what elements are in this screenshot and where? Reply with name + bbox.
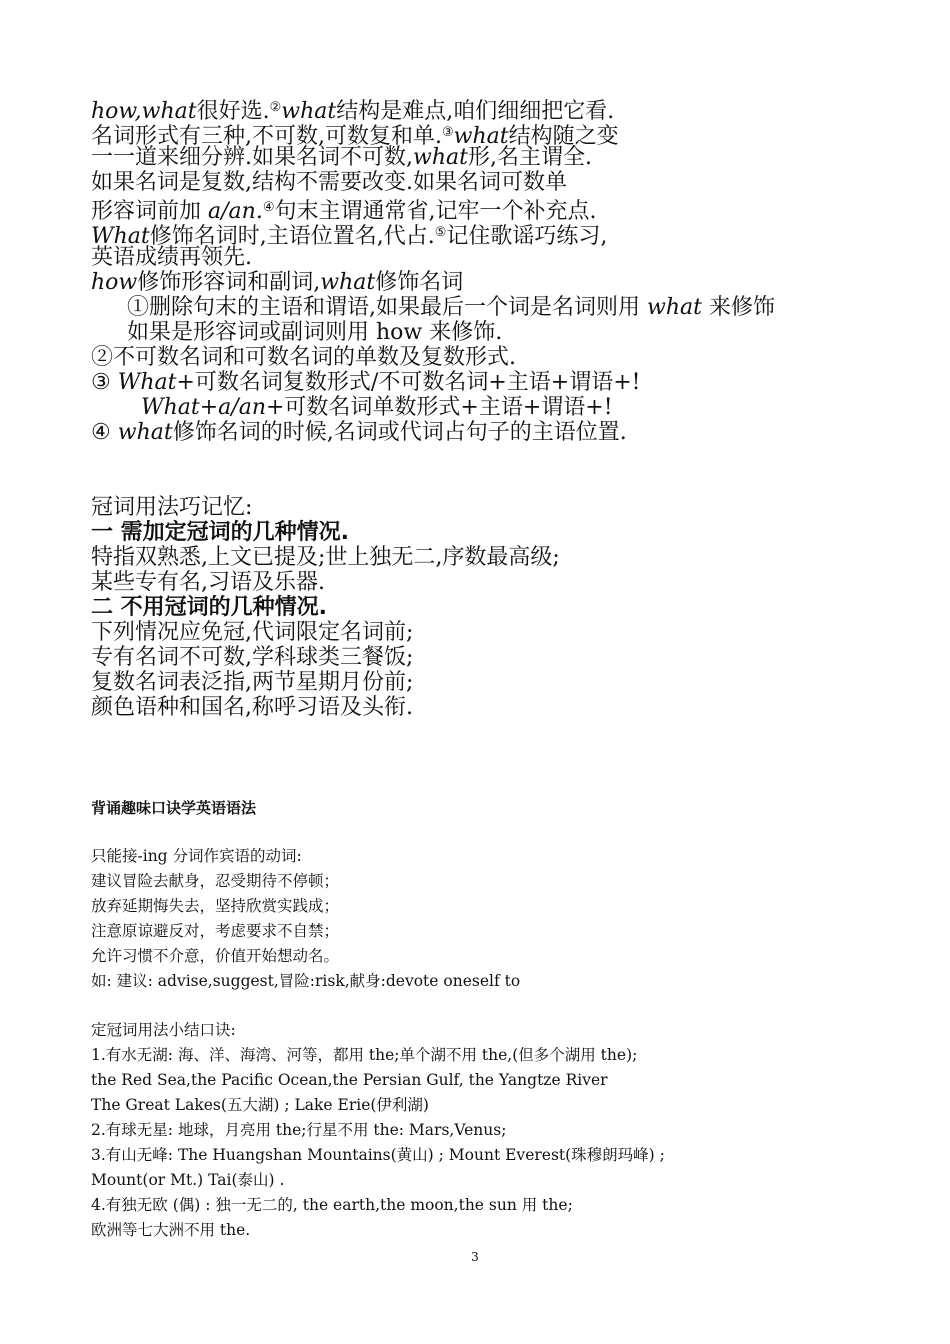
text-line xyxy=(91,271,463,295)
text-span: what xyxy=(117,420,173,445)
text-line xyxy=(91,371,640,395)
text-line: 复数名词表泛指,两节星期月份前; xyxy=(91,670,414,695)
text-line: the Red Sea,the Pacific Ocean,the Persian Gulf, the Yangtze River xyxy=(91,1071,608,1089)
circled-number: ⑤ xyxy=(434,225,447,240)
subheading: 二 不用冠词的几种情况. xyxy=(91,595,328,620)
text-span: 句末主谓通常省,记牢一个补充点. xyxy=(274,199,597,224)
text-span: 一一道来细分辨.如果名词不可数, xyxy=(91,145,413,170)
text-line: 只能接-ing 分词作宾语的动词: xyxy=(91,847,302,865)
text-line: ②不可数名词和可数名词的单数及复数形式. xyxy=(91,345,516,370)
circled-number: ② xyxy=(269,100,282,115)
text-span: 修饰名词 xyxy=(375,270,464,295)
text-line: 英语成绩再领先. xyxy=(91,245,252,270)
text-span: What+a/an xyxy=(141,395,266,420)
text-line xyxy=(141,396,613,420)
text-span: what xyxy=(281,99,337,124)
text-line: 1.有水无湖: 海、洋、海湾、河等，都用 the;单个湖不用 the,(但多个湖用 the); xyxy=(91,1046,638,1064)
text-line xyxy=(91,421,627,445)
section-title: 冠词用法巧记忆: xyxy=(91,495,253,520)
text-span: 形容词前加 xyxy=(91,199,202,224)
text-span: 修饰名词的时候,名词或代词占句子的主语位置. xyxy=(172,420,627,445)
text-line: 注意原谅避反对，考虑要求不自禁； xyxy=(91,922,340,940)
text-line: 如果名词是复数,结构不需要改变.如果名词可数单 xyxy=(91,170,567,195)
text-line xyxy=(91,96,614,124)
text-span: 来修饰 xyxy=(708,295,775,320)
circled-number: ④ xyxy=(262,200,275,215)
text-line: 如: 建议: advise,suggest,冒险:risk,献身:devote oneself to xyxy=(91,972,521,990)
text-line: 专有名词不可数,学科球类三餐饭; xyxy=(91,645,414,670)
text-line: 2.有球无星: 地球，月亮用 the;行星不用 the: Mars,Venus; xyxy=(91,1121,507,1139)
text-line: 建议冒险去献身，忍受期待不停顿； xyxy=(91,872,340,890)
text-line xyxy=(91,196,596,224)
text-span: 修饰形容词和副词, xyxy=(137,270,321,295)
text-line: 放弃延期悔失去，坚持欣赏实践成； xyxy=(91,897,340,915)
text-line: 欧洲等七大洲不用 the. xyxy=(91,1221,251,1239)
text-line: The Great Lakes(五大湖) ; Lake Erie(伊利湖) xyxy=(91,1096,429,1114)
text-span: 结构随之变 xyxy=(508,124,619,149)
text-span: ①删除句末的主语和谓语,如果最后一个词是名词则用 xyxy=(127,295,640,320)
text-span: a/an. xyxy=(208,199,263,224)
text-line xyxy=(91,146,592,170)
text-span: ④ xyxy=(91,420,111,445)
text-span: 结构是难点,咱们细细把它看. xyxy=(336,99,615,124)
text-span: 名词形式有三种,不可数,可数复和单. xyxy=(91,124,442,149)
text-span: what xyxy=(320,270,376,295)
text-span: 形,名主谓全. xyxy=(467,145,592,170)
text-line: 特指双熟悉,上文已提及;世上独无二,序数最高级; xyxy=(91,545,560,570)
text-span: how,what xyxy=(91,99,197,124)
text-span: 很好选. xyxy=(196,99,270,124)
text-span: +可数名词复数形式/不可数名词+主语+谓语+! xyxy=(176,370,641,395)
section-heading: 背诵趣味口诀学英语语法 xyxy=(91,799,257,817)
text-line: 某些专有名,习语及乐器. xyxy=(91,570,325,595)
text-line: 下列情况应免冠,代词限定名词前; xyxy=(91,620,414,645)
text-span: What xyxy=(91,224,150,249)
text-line xyxy=(127,296,775,320)
text-line: 定冠词用法小结口诀: xyxy=(91,1021,236,1039)
text-span: ③ xyxy=(91,370,111,395)
text-line: Mount(or Mt.) Tai(泰山) . xyxy=(91,1171,285,1189)
text-line: 允许习惯不介意，价值开始想动名。 xyxy=(91,947,340,965)
text-span: 记住歌谣巧练习, xyxy=(446,224,608,249)
text-line: 颜色语种和国名,称呼习语及头衔. xyxy=(91,695,413,720)
text-span: What xyxy=(117,370,177,395)
text-line: 如果是形容词或副词则用 how 来修饰. xyxy=(127,320,503,345)
page-number: 3 xyxy=(471,1250,479,1264)
text-line: 4.有独无欧 (偶) : 独一无二的, the earth,the moon,the sun 用 the; xyxy=(91,1196,573,1214)
text-span: what xyxy=(413,145,468,170)
text-span: what xyxy=(647,295,702,320)
circled-number: ③ xyxy=(441,125,454,140)
subheading: 一 需加定冠词的几种情况. xyxy=(91,520,350,545)
text-line: 3.有山无峰: The Huangshan Mountains(黄山) ; Mount Everest(珠穆朗玛峰) ; xyxy=(91,1146,665,1164)
text-span: 修饰名词时,主语位置名,代占. xyxy=(149,224,435,249)
text-span: how xyxy=(91,270,138,295)
text-span: +可数名词单数形式+主语+谓语+! xyxy=(266,395,613,420)
text-span: what xyxy=(453,124,509,149)
